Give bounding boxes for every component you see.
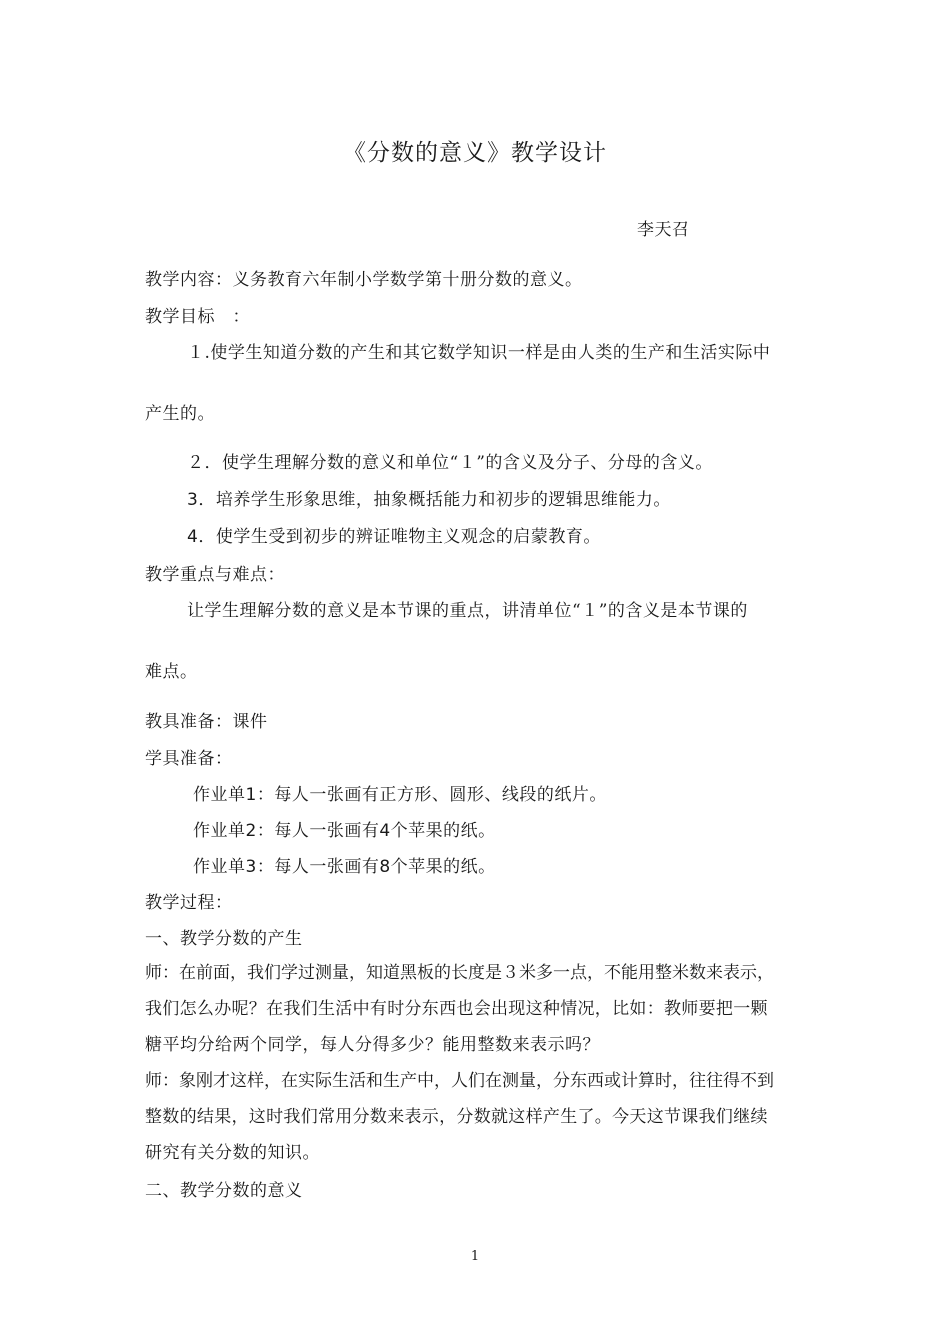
worksheet-3-text-a: ：每人一张画有 [256, 857, 380, 877]
keypoints-heading: 教学重点与难点： [145, 565, 285, 585]
worksheet-2-label: 作业单 [193, 821, 246, 841]
paragraph-2-line-2: 整数的结果，这时我们常用分数来表示，分数就这样产生了。今天这节课我们继续 [145, 1107, 768, 1127]
document-title: 《分数的意义》教学设计 [343, 140, 607, 166]
section-1-heading: 一、教学分数的产生 [145, 929, 303, 949]
worksheet-2 [193, 819, 496, 843]
worksheet-3 [193, 855, 496, 879]
goal-3 [187, 488, 671, 512]
paragraph-1-line-3: 糖平均分给两个同学，每人分得多少？能用整数来表示吗？ [145, 1035, 600, 1055]
paragraph-1-line-2: 我们怎么办呢？在我们生活中有时分东西也会出现这种情况，比如：教师要把一颗 [145, 999, 768, 1019]
paragraph-1-line-1: 师：在前面，我们学过测量，知道黑板的长度是３米多一点，不能用整米数来表示， [145, 963, 774, 983]
goal-2: ２．使学生理解分数的意义和单位“１”的含义及分子、分母的含义。 [187, 453, 713, 473]
worksheet-1 [193, 783, 607, 807]
student-tools: 学具准备： [145, 749, 233, 769]
goal-3-number: 3 [187, 490, 199, 510]
worksheet-1-label: 作业单 [193, 785, 246, 805]
goal-4 [187, 525, 601, 549]
goal-1-line-2: 产生的。 [145, 404, 215, 424]
worksheet-2-text-a: ：每人一张画有 [256, 821, 380, 841]
worksheet-1-text: ：每人一张画有正方形、圆形、线段的纸片。 [256, 785, 607, 805]
author-name: 李天召 [637, 220, 690, 240]
goal-1-line-1: １.使学生知道分数的产生和其它数学知识一样是由人类的生产和生活实际中 [187, 343, 771, 363]
worksheet-1-number: 1 [245, 785, 257, 805]
paragraph-2-line-3: 研究有关分数的知识。 [145, 1143, 320, 1163]
keypoints-line-1: 让学生理解分数的意义是本节课的重点，讲清单位“１”的含义是本节课的 [187, 601, 748, 621]
worksheet-2-count: 4 [379, 821, 391, 841]
paragraph-2-line-1: 师：象刚才这样，在实际生活和生产中，人们在测量，分东西或计算时，往往得不到 [145, 1071, 774, 1091]
page-number: 1 [470, 1249, 480, 1264]
teacher-tools: 教具准备：课件 [145, 712, 268, 732]
goals-heading: 教学目标 ： [145, 307, 250, 327]
worksheet-2-number: 2 [245, 821, 257, 841]
worksheet-3-label: 作业单 [193, 857, 246, 877]
worksheet-3-count: 8 [379, 857, 391, 877]
section-2-heading: 二、教学分数的意义 [145, 1181, 303, 1201]
goal-4-text: ．使学生受到初步的辨证唯物主义观念的启蒙教育。 [198, 527, 601, 547]
keypoints-line-2: 难点。 [145, 662, 198, 682]
worksheet-2-text-b: 个苹果的纸。 [390, 821, 496, 841]
process-heading: 教学过程： [145, 893, 233, 913]
worksheet-3-text-b: 个苹果的纸。 [390, 857, 496, 877]
worksheet-3-number: 3 [245, 857, 257, 877]
goal-3-text: ．培养学生形象思维，抽象概括能力和初步的逻辑思维能力。 [198, 490, 671, 510]
teaching-content: 教学内容：义务教育六年制小学数学第十册分数的意义。 [145, 270, 583, 290]
goal-4-number: 4 [187, 527, 199, 547]
